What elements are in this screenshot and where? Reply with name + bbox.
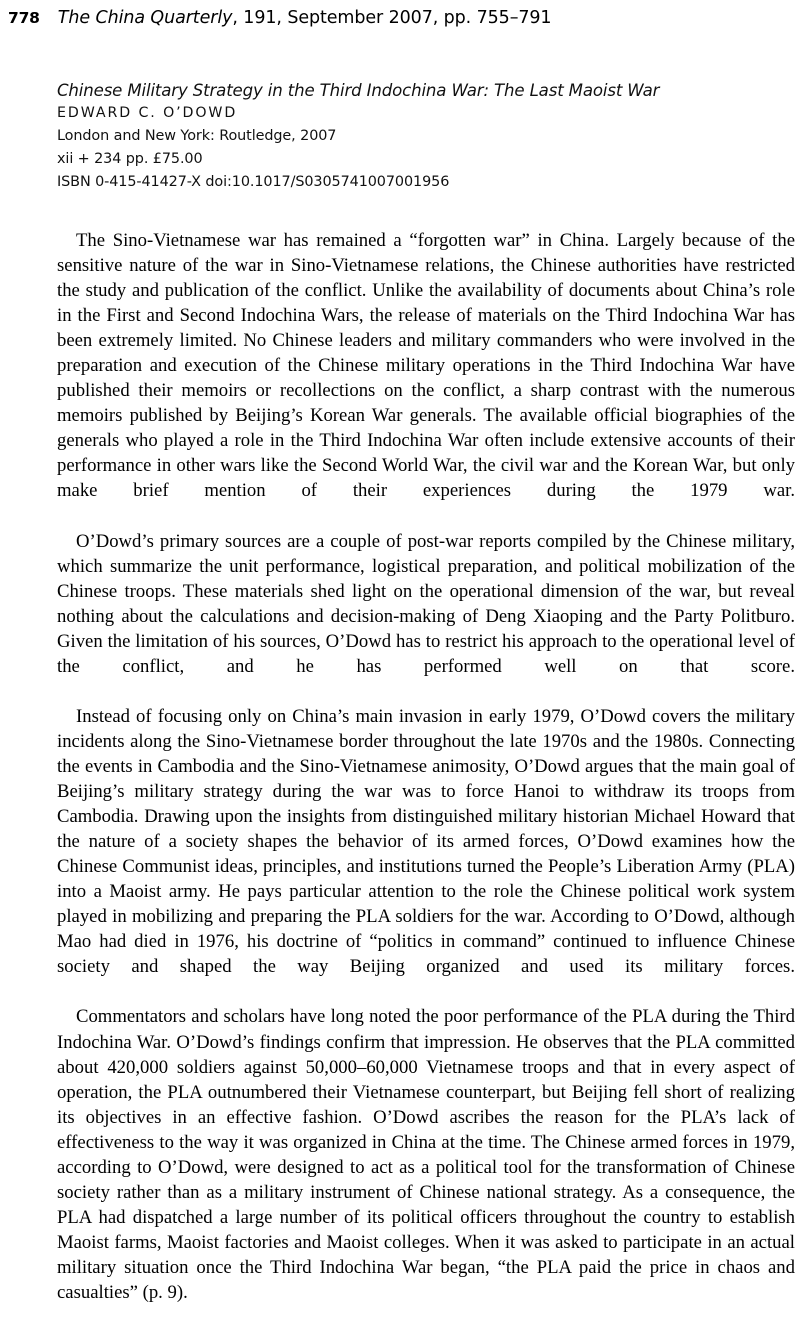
journal-issue-info: , 191, September 2007, pp. 755–791	[232, 8, 552, 28]
book-isbn-doi-line: ISBN 0-415-41427-X doi:10.1017/S0305741007001956	[57, 174, 450, 190]
body-paragraph: The Sino-Vietnamese war has remained a “forgotten war” in China. Largely because of the sensitive nature of the war in Sino-Vietnamese relations, the Chinese authorities have restricted the study and publication of the conflict. Unlike the availability of documents about China’s role in the First and Second Indochina Wars, the release of materials on the Third Indochina War has been extremely limited. No Chinese leaders and military commanders who were involved in the preparation and execution of the Chinese military operations in the Third Indochina War have published their memoirs or recollections on the conflict, a sharp contrast with the numerous memoirs published by Beijing’s Korean War generals. The available official biographies of the generals who played a role in the Third Indochina War often include extensive accounts of their performance in other wars like the Second World War, the civil war and the Korean War, but only make brief mention of their experiences during the 1979 war.	[57, 230, 795, 502]
page-folio: 778	[8, 9, 40, 27]
review-body	[57, 228, 795, 1305]
book-publisher-line: London and New York: Routledge, 2007	[57, 128, 337, 144]
journal-title: The China Quarterly	[57, 8, 233, 28]
reviewed-book-heading	[57, 80, 795, 194]
running-head	[8, 8, 792, 34]
book-title: Chinese Military Strategy in the Third Indochina War: The Last Maoist War	[57, 81, 660, 100]
body-paragraph: O’Dowd’s primary sources are a couple of post-war reports compiled by the Chinese military, which summarize the unit performance, logistical preparation, and political mobilization of the Chinese troops. These materials shed light on the operational dimension of the war, but reveal nothing about the calculations and decision-making of Deng Xiaoping and the Party Politburo. Given the limitation of his sources, O’Dowd has to restrict his approach to the operational level of the conflict, and he has performed well on that score.	[57, 530, 795, 677]
book-author: EDWARD C. O’DOWD	[57, 105, 238, 121]
body-paragraph: Instead of focusing only on China’s main invasion in early 1979, O’Dowd covers the military incidents along the Sino-Vietnamese border throughout the late 1970s and the 1980s. Connecting the events in Cambodia and the Sino-Vietnamese animosity, O’Dowd argues that the main goal of Beijing’s military strategy during the war was to force Hanoi to withdraw its troops from Cambodia. Drawing upon the insights from distinguished military historian Michael Howard that the nature of a society shapes the behavior of its armed forces, O’Dowd examines how the Chinese Communist ideas, principles, and institutions turned the People’s Liberation Army (PLA) into a Maoist army. He pays particular attention to the role the Chinese political work system played in mobilizing and preparing the PLA soldiers for the war. According to O’Dowd, although Mao had died in 1976, his doctrine of “politics in command” continued to influence Chinese society and shaped the way Beijing organized and used its military forces.	[57, 705, 795, 978]
journal-citation	[58, 8, 552, 28]
book-extent-price-line: xii + 234 pp. £75.00	[57, 151, 203, 167]
body-paragraph: Commentators and scholars have long noted the poor performance of the PLA during the Third Indochina War. O’Dowd’s findings confirm that impression. He observes that the PLA committed about 420,000 soldiers against 50,000–60,000 Vietnamese troops and that in every aspect of operation, the PLA outnumbered their Vietnamese counterpart, but Beijing fell short of realizing its objectives in an effective fashion. O’Dowd ascribes the reason for the PLA’s lack of effectiveness to the way it was organized in China at the time. The Chinese armed forces in 1979, according to O’Dowd, were designed to act as a political tool for the transformation of Chinese society rather than as a military instrument of Chinese national strategy. As a consequence, the PLA had dispatched a large number of its political officers throughout the country to establish Maoist farms, Maoist factories and Maoist colleges. When it was asked to participate in an actual military situation once the Third Indochina War began, “the PLA paid the price in chaos and casualties” (p. 9).	[57, 1006, 795, 1303]
